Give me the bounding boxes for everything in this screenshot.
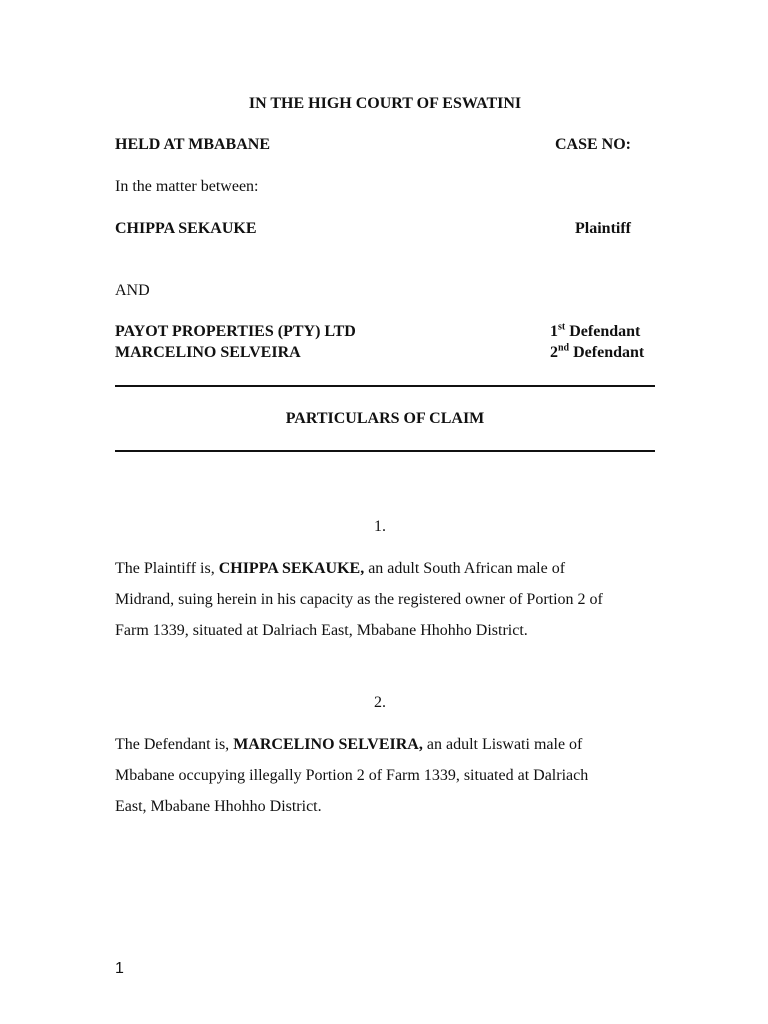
- defendant-1-name: PAYOT PROPERTIES (PTY) LTD: [115, 323, 356, 340]
- matter-between: In the matter between:: [115, 178, 259, 195]
- held-at: HELD AT MBABANE: [115, 136, 270, 153]
- paragraph-number-2: 2.: [374, 694, 386, 711]
- plaintiff-name-inline: CHIPPA SEKAUKE,: [218, 560, 365, 577]
- case-no-label: CASE NO:: [555, 136, 632, 153]
- paragraph-1: [115, 553, 655, 646]
- plaintiff-role: Plaintiff: [575, 220, 631, 237]
- defendant-name-inline: MARCELINO SELVEIRA,: [233, 736, 423, 753]
- paragraph-number-1: 1.: [374, 518, 386, 535]
- defendant-2-ordinal-suffix: nd: [558, 342, 570, 354]
- bottom-divider: [115, 450, 655, 452]
- paragraph-1-line-3: Farm 1339, situated at Dalriach East, Mbabane Hhohho District.: [115, 622, 528, 639]
- paragraph-2-text-post: an adult Liswati male of: [422, 736, 583, 753]
- particulars-heading: PARTICULARS OF CLAIM: [285, 410, 485, 427]
- paragraph-1-line-1: [115, 553, 655, 584]
- defendant-2-name: MARCELINO SELVEIRA: [115, 344, 301, 361]
- defendant-1-role-label: Defendant: [569, 323, 641, 340]
- paragraph-1-text-pre: The Plaintiff is,: [115, 560, 219, 577]
- defendant-2-role: [550, 342, 645, 361]
- paragraph-2-line-3: East, Mbabane Hhohho District.: [115, 798, 322, 815]
- top-divider: [115, 385, 655, 387]
- court-title: IN THE HIGH COURT OF ESWATINI: [248, 95, 522, 112]
- defendant-2-ordinal: 2: [550, 344, 558, 361]
- and-label: AND: [115, 282, 150, 299]
- plaintiff-name: CHIPPA SEKAUKE: [115, 220, 257, 237]
- paragraph-2-line-2: Mbabane occupying illegally Portion 2 of Farm 1339, situated at Dalriach: [115, 767, 589, 784]
- paragraph-1-text-post: an adult South African male of: [364, 560, 566, 577]
- defendant-1-ordinal: 1: [550, 323, 558, 340]
- paragraph-2-text-pre: The Defendant is,: [115, 736, 234, 753]
- paragraph-2-line-1: [115, 729, 655, 760]
- paragraph-2: [115, 729, 655, 822]
- page-number: 1: [115, 960, 124, 977]
- paragraph-1-line-2: Midrand, suing herein in his capacity as the registered owner of Portion 2 of: [115, 591, 603, 608]
- defendant-2-role-label: Defendant: [573, 344, 645, 361]
- defendant-1-role: [550, 321, 641, 340]
- defendant-1-ordinal-suffix: st: [558, 321, 566, 333]
